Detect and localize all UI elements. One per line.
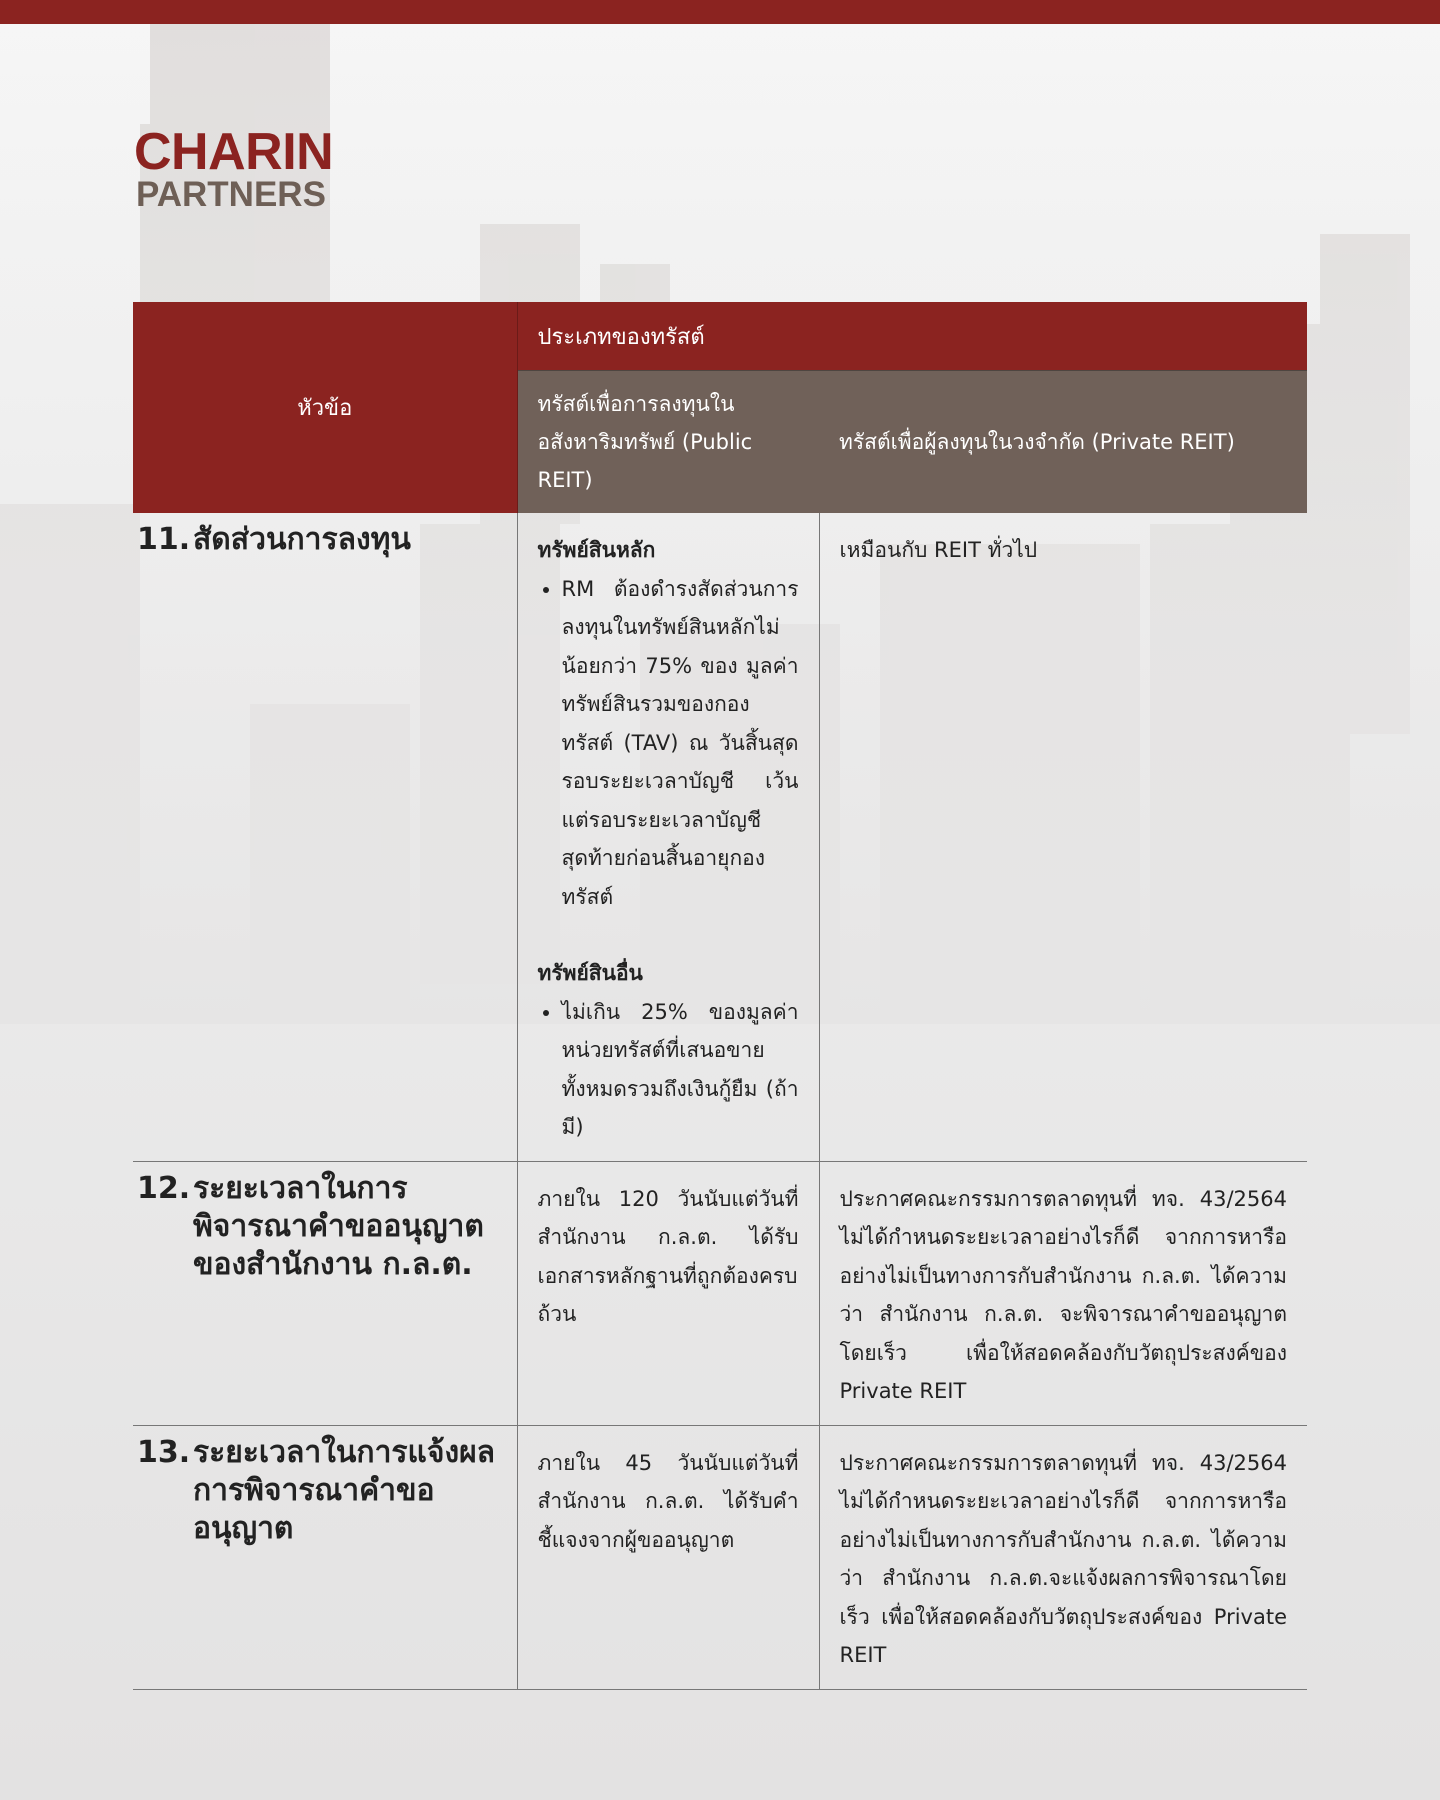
row-number: 13. — [137, 1434, 191, 1470]
public-reit-cell: ภายใน 45 วันนับแต่วันที่สำนักงาน ก.ล.ต. ได้รับคำชี้แจงจากผู้ขออนุญาต — [517, 1425, 819, 1689]
main-assets-list — [538, 570, 799, 917]
topic-cell — [133, 1161, 517, 1425]
table-row — [133, 1161, 1307, 1425]
table-row — [133, 513, 1307, 1161]
public-reit-cell — [517, 513, 819, 1161]
header-trust-types: ประเภทของทรัสต์ — [517, 302, 1307, 371]
list-item: • RM ต้องดำรงสัดส่วนการลงทุนในทรัพย์สินหลักไม่น้อยกว่า 75% ของ มูลค่าทรัพย์สินรวมของกองทรัสต์ (TAV) ณ วันสิ้นสุดรอบระยะเวลาบัญชี เว้นแต่รอบระยะเวลาบัญชีสุดท้ายก่อนสิ้นอายุกองทรัสต์ — [562, 570, 799, 917]
charin-partners-logo — [134, 123, 334, 214]
topic-cell — [133, 1425, 517, 1689]
private-reit-cell: ประกาศคณะกรรมการตลาดทุนที่ ทจ. 43/2564 ไม่ได้กำหนดระยะเวลาอย่างไรก็ดี จากการหารืออย่างไม่เป็นทางการกับสำนักงาน ก.ล.ต. ได้ความว่า สำนักงาน ก.ล.ต. จะพิจารณาคำขออนุญาตโดยเร็ว เพื่อให้สอดคล้องกับวัตถุประสงค์ของ Private REIT — [819, 1161, 1307, 1425]
list-item: • ไม่เกิน 25% ของมูลค่าหน่วยทรัสต์ที่เสนอขายทั้งหมดรวมถึงเงินกู้ยืม (ถ้ามี) — [562, 993, 799, 1147]
private-reit-cell: ประกาศคณะกรรมการตลาดทุนที่ ทจ. 43/2564 ไม่ได้กำหนดระยะเวลาอย่างไรก็ดี จากการหารืออย่างไม่เป็นทางการกับสำนักงาน ก.ล.ต. ได้ความว่า สำนักงาน ก.ล.ต.จะแจ้งผลการพิจารณาโดยเร็ว เพื่อให้สอดคล้องกับวัตถุประสงค์ของ Private REIT — [819, 1425, 1307, 1689]
topic-cell — [133, 513, 517, 1161]
public-reit-cell: ภายใน 120 วันนับแต่วันที่สำนักงาน ก.ล.ต. ได้รับเอกสารหลักฐานที่ถูกต้องครบถ้วน — [517, 1161, 819, 1425]
header-public-reit: ทรัสต์เพื่อการลงทุนในอสังหาริมทรัพย์ (Public REIT) — [517, 371, 819, 514]
row-title: ระยะเวลาในการพิจารณาคำขออนุญาตของสำนักงาน ก.ล.ต. — [193, 1170, 484, 1282]
header-topic: หัวข้อ — [133, 302, 517, 513]
logo-wordmark-partners: PARTNERS — [136, 175, 326, 214]
row-title: ระยะเวลาในการแจ้งผลการพิจารณาคำขออนุญาต — [193, 1434, 496, 1546]
private-reit-cell: เหมือนกับ REIT ทั่วไป — [819, 513, 1307, 1161]
row-number: 11. — [137, 522, 191, 557]
logo-wordmark-charin: CHARIN — [134, 123, 334, 181]
other-assets-heading: ทรัพย์สินอื่น — [537, 961, 643, 985]
other-assets-list — [538, 993, 799, 1147]
row-title: สัดส่วนการลงทุน — [193, 522, 411, 557]
row-number: 12. — [137, 1170, 191, 1206]
reit-comparison-table — [133, 302, 1307, 1690]
top-accent-bar — [0, 0, 1440, 24]
table-row — [133, 1425, 1307, 1689]
main-assets-heading: ทรัพย์สินหลัก — [537, 538, 656, 562]
header-private-reit: ทรัสต์เพื่อผู้ลงทุนในวงจำกัด (Private REIT) — [819, 371, 1307, 514]
